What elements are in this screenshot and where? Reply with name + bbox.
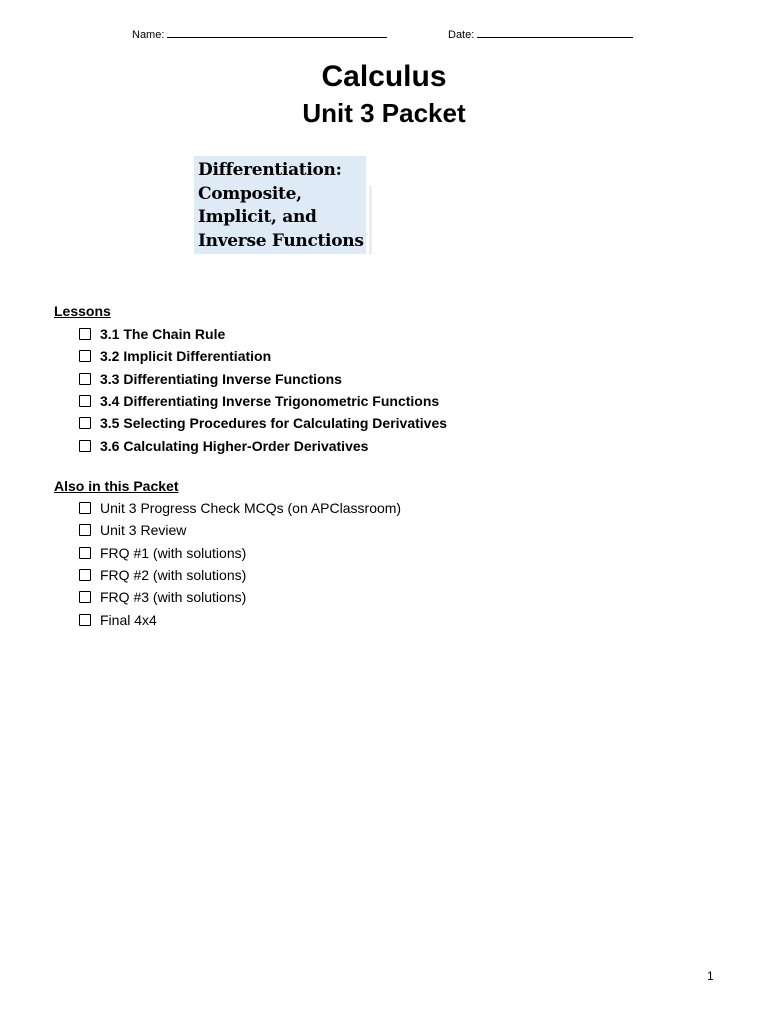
checkbox-icon[interactable] (79, 395, 91, 407)
lessons-heading: Lessons (54, 303, 111, 319)
unit-topic-line: Composite, (198, 183, 302, 204)
lesson-label: 3.5 Selecting Procedures for Calculating Derivatives (100, 415, 448, 432)
checkbox-icon[interactable] (79, 524, 91, 536)
date-field (448, 27, 633, 42)
unit-topic-text (198, 159, 378, 253)
packet-item (79, 564, 401, 586)
date-label: Date: (448, 29, 475, 41)
date-blank-line[interactable] (477, 27, 633, 38)
lesson-label: 3.2 Implicit Differentiation (100, 348, 272, 365)
lesson-label: 3.1 The Chain Rule (100, 326, 226, 343)
checkbox-icon[interactable] (79, 502, 91, 514)
lesson-item (79, 412, 447, 434)
lesson-label: 3.6 Calculating Higher-Order Derivatives (100, 437, 369, 454)
name-label: Name: (132, 29, 165, 41)
packet-item-label: Unit 3 Progress Check MCQs (on APClassroom) (100, 500, 402, 517)
unit-topic-line: Implicit, and (198, 207, 317, 227)
lesson-label: 3.4 Differentiating Inverse Trigonometric Functions (100, 393, 440, 410)
checkbox-icon[interactable] (79, 373, 91, 385)
packet-item-label: FRQ #3 (with solutions) (100, 589, 247, 606)
document-title: Calculus (321, 60, 447, 93)
lessons-checklist (79, 323, 447, 457)
checkbox-icon[interactable] (79, 440, 91, 452)
lesson-item (79, 345, 447, 367)
checkbox-icon[interactable] (79, 547, 91, 559)
checkbox-icon[interactable] (79, 591, 91, 603)
checkbox-icon[interactable] (79, 569, 91, 581)
lesson-item (79, 390, 447, 412)
packet-item (79, 542, 401, 564)
unit-topic-line: Differentiation: (198, 160, 342, 180)
checkbox-icon[interactable] (79, 417, 91, 429)
packet-item (79, 519, 401, 541)
name-field (132, 27, 387, 42)
unit-topic-line: Inverse Functions (198, 230, 364, 251)
document-subtitle: Unit 3 Packet (302, 98, 466, 128)
checkbox-icon[interactable] (79, 328, 91, 340)
page-number: 1 (707, 969, 714, 983)
also-in-packet-checklist (79, 497, 401, 631)
packet-item-label: FRQ #1 (with solutions) (100, 544, 247, 561)
packet-item-label: Unit 3 Review (100, 522, 187, 539)
checkbox-icon[interactable] (79, 350, 91, 362)
name-blank-line[interactable] (167, 27, 387, 38)
packet-item (79, 586, 401, 608)
checkbox-icon[interactable] (79, 614, 91, 626)
packet-item-label: FRQ #2 (with solutions) (100, 567, 247, 584)
packet-item (79, 608, 401, 630)
also-in-packet-heading: Also in this Packet (54, 478, 179, 494)
lesson-label: 3.3 Differentiating Inverse Functions (100, 370, 342, 387)
packet-item (79, 497, 401, 519)
lesson-item (79, 434, 447, 456)
lesson-item (79, 323, 447, 345)
lesson-item (79, 368, 447, 390)
packet-item-label: Final 4x4 (100, 611, 157, 628)
